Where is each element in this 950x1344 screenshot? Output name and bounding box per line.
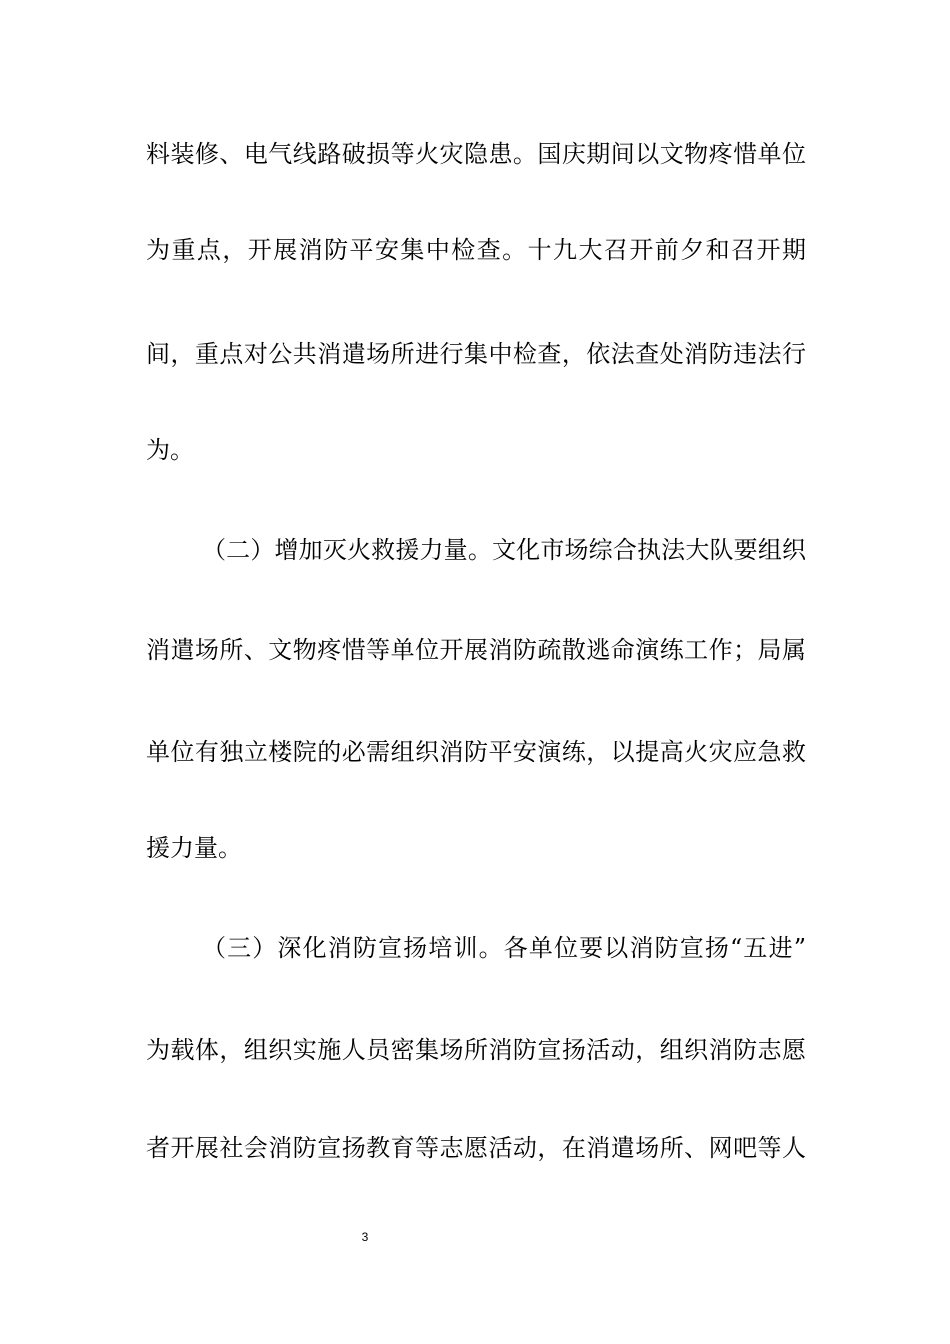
text-line: 消遣场所、文物疼惜等单位开展消防疏散逃命演练工作；局属 [146, 636, 806, 664]
text-line: 者开展社会消防宣扬教育等志愿活动，在消遣场所、网吧等人 [146, 1134, 806, 1162]
paragraph-heading-line: （三）深化消防宣扬培训。各单位要以消防宣扬“五进” [202, 934, 806, 962]
text-line: 为。 [146, 436, 194, 464]
text-line: 间，重点对公共消遣场所进行集中检查，依法查处消防违法行 [146, 340, 806, 368]
text-line: 为重点，开展消防平安集中检查。十九大召开前夕和召开期 [146, 236, 806, 264]
text-line: 料装修、电气线路破损等火灾隐患。国庆期间以文物疼惜单位 [146, 140, 806, 168]
paragraph-heading-line: （二）增加灭火救援力量。文化市场综合执法大队要组织 [202, 536, 806, 564]
text-line: 单位有独立楼院的必需组织消防平安演练，以提高火灾应急救 [146, 738, 806, 766]
text-line: 援力量。 [146, 834, 242, 862]
page-number: 3 [361, 1230, 369, 1244]
text-line: 为载体，组织实施人员密集场所消防宣扬活动，组织消防志愿 [146, 1036, 806, 1064]
